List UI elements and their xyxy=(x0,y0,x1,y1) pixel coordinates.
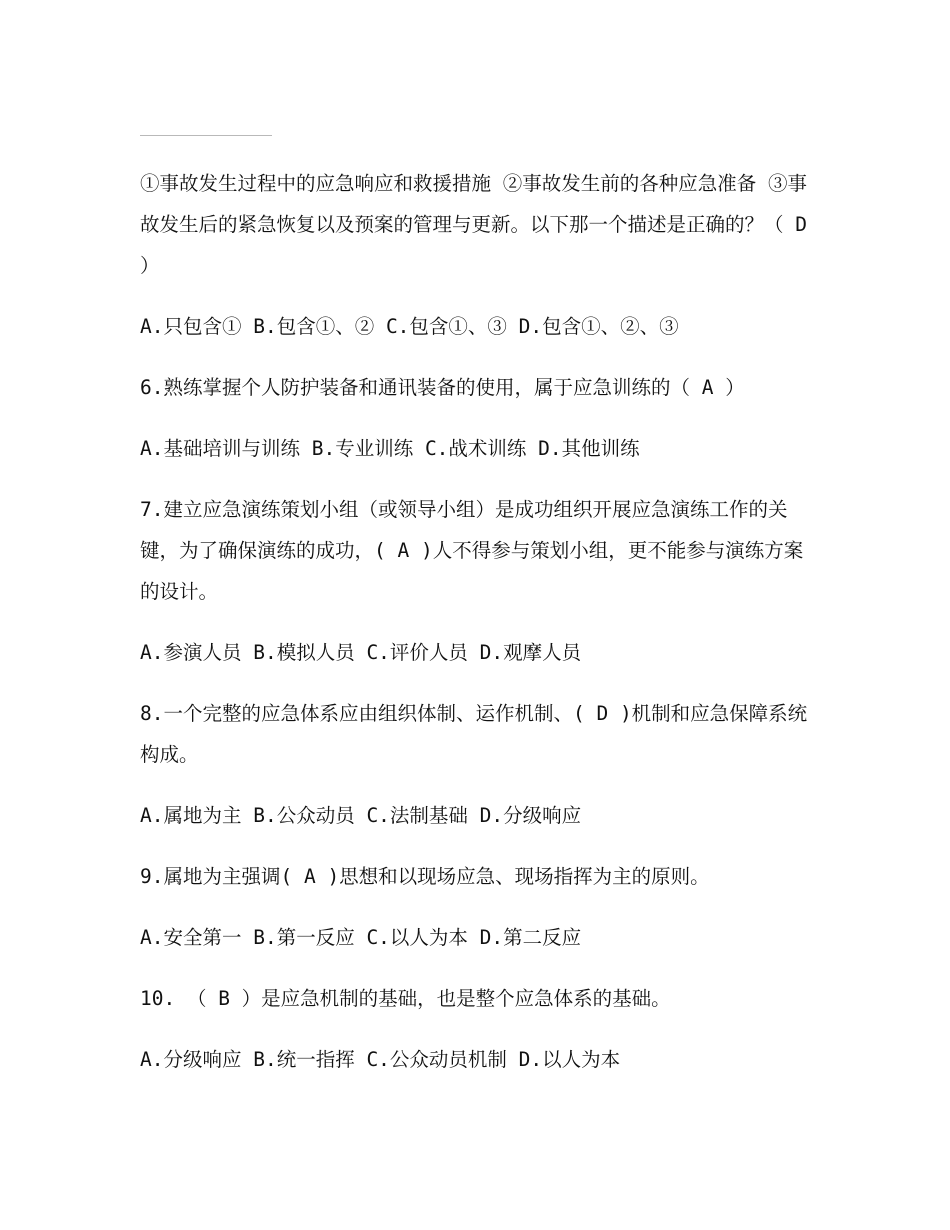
paragraph-gap xyxy=(140,612,810,632)
paragraph-gap xyxy=(140,897,810,917)
paragraph-gap xyxy=(140,286,810,306)
question-6-options: A.基础培训与训练 B.专业训练 C.战术训练 D.其他训练 xyxy=(140,437,640,460)
question-9-stem: 9.属地为主强调( A )思想和以现场应急、现场指挥为主的原则。 xyxy=(140,865,710,888)
paragraph-gap xyxy=(140,958,810,978)
question-6-stem: 6.熟练掌握个人防护装备和通讯装备的使用，属于应急训练的（ A ） xyxy=(140,376,745,399)
paragraph-gap xyxy=(140,775,810,795)
paragraph-gap xyxy=(140,673,810,693)
question-10-stem: 10. （ B ）是应急机制的基础，也是整个应急体系的基础。 xyxy=(140,987,671,1010)
paragraph-gap xyxy=(140,836,810,856)
question-9-options: A.安全第一 B.第一反应 C.以人为本 D.第二反应 xyxy=(140,926,582,949)
question-7-stem: 7.建立应急演练策划小组（或领导小组）是成功组织开展应急演练工作的关键，为了确保演练的成功，( A )人不得参与策划小组，更不能参与演练方案的设计。 xyxy=(140,498,804,603)
question-8-options: A.属地为主 B.公众动员 C.法制基础 D.分级响应 xyxy=(140,804,582,827)
question-10-options: A.分级响应 B.统一指挥 C.公众动员机制 D.以人为本 xyxy=(140,1048,621,1071)
paragraph-gap xyxy=(140,347,810,367)
document-body xyxy=(140,163,810,1080)
question-8-stem: 8.一个完整的应急体系应由组织体制、运作机制、( D )机制和应急保障系统构成。 xyxy=(140,702,808,766)
question-5-options: A.只包含① B.包含①、② C.包含①、③ D.包含①、②、③ xyxy=(140,315,679,338)
question-5-stem: ①事故发生过程中的应急响应和救援措施 ②事故发生前的各种应急准备 ③事故发生后的紧急恢复以及预案的管理与更新。以下那一个描述是正确的？（ D ） xyxy=(140,172,807,277)
paragraph-gap xyxy=(140,1019,810,1039)
header-divider xyxy=(140,135,272,136)
paragraph-gap xyxy=(140,469,810,489)
question-7-options: A.参演人员 B.模拟人员 C.评价人员 D.观摩人员 xyxy=(140,641,582,664)
paragraph-gap xyxy=(140,408,810,428)
